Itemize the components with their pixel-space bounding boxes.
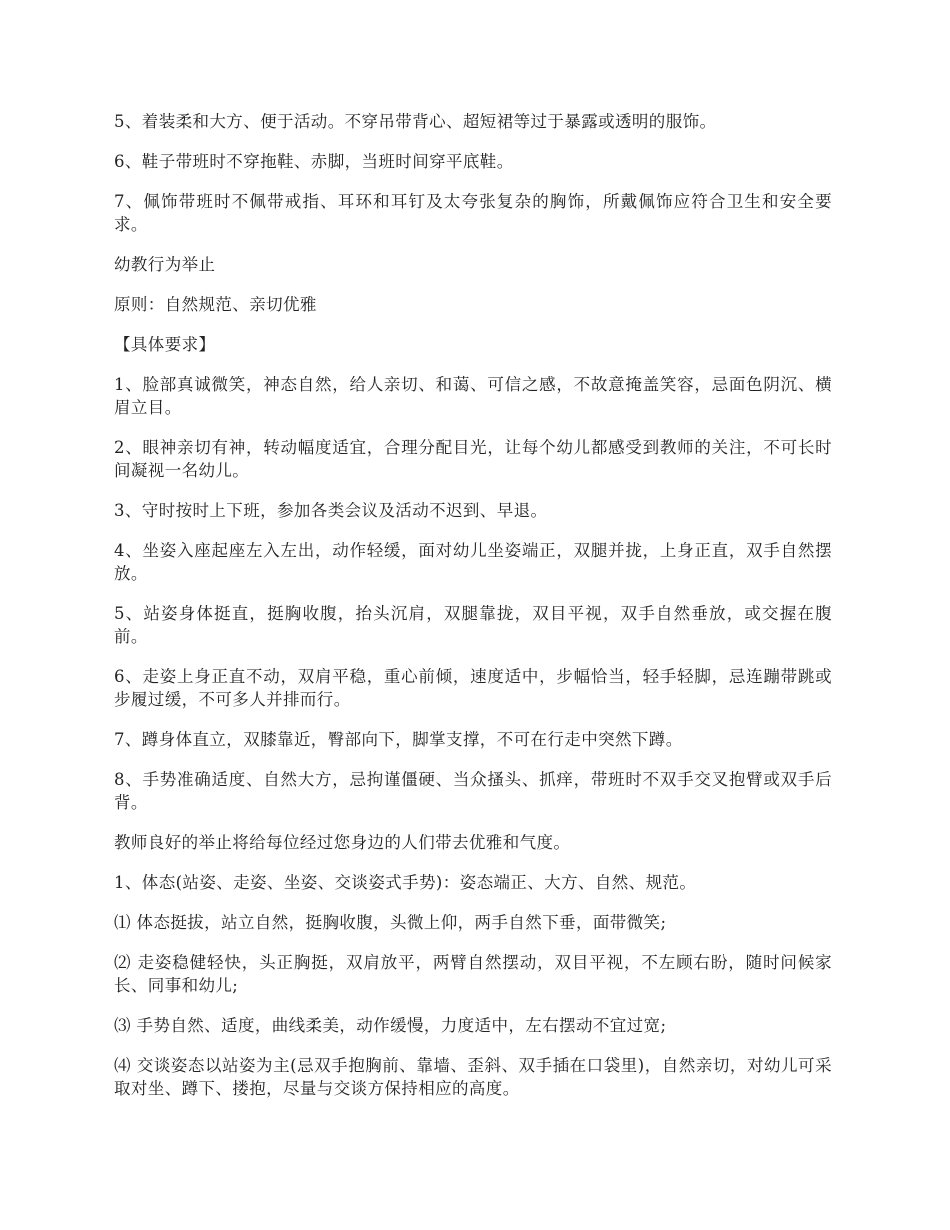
document-body: [114, 110, 832, 1117]
paragraph-standing: 5、站姿身体挺直，挺胸收腹，抬头沉肩，双腿靠拢，双目平视，双手自然垂放，或交握在腹前。: [114, 604, 832, 646]
paragraph-sitting: 4、坐姿入座起座左入左出，动作轻缓，面对幼儿坐姿端正，双腿并拢，上身正直，双手自然摆放。: [114, 541, 832, 583]
list-item-posture-3: ⑶ 手势自然、适度，曲线柔美，动作缓慢，力度适中，左右摆动不宜过宽;: [114, 1016, 667, 1035]
paragraph-face: 1、脸部真诚微笑，神态自然，给人亲切、和蔼、可信之感，不故意掩盖笑容，忌面色阴沉、横眉立目。: [114, 375, 832, 417]
paragraph-accessories: 7、佩饰带班时不佩带戒指、耳环和耳钉及太夸张复杂的胸饰，所戴佩饰应符合卫生和安全要求。: [114, 192, 832, 234]
principle-line: 原则：自然规范、亲切优雅: [114, 295, 317, 314]
paragraph-attire: 5、着装柔和大方、便于活动。不穿吊带背心、超短裙等过于暴露或透明的服饰。: [114, 112, 717, 131]
paragraph-posture: 1、体态(站姿、走姿、坐姿、交谈姿式手势)：姿态端正、大方、自然、规范。: [114, 873, 697, 892]
list-item-posture-4: ⑷ 交谈姿态以站姿为主(忌双手抱胸前、靠墙、歪斜、双手插在口袋里)，自然亲切，对幼儿可采取对坐、蹲下、搂抱，尽量与交谈方保持相应的高度。: [114, 1056, 832, 1098]
section-heading-behavior: 幼教行为举止: [114, 255, 216, 274]
paragraph-walking: 6、走姿上身正直不动，双肩平稳，重心前倾，速度适中，步幅恰当，轻手轻脚，忌连蹦带跳或步履过缓，不可多人并排而行。: [114, 667, 832, 709]
paragraph-squatting: 7、蹲身体直立，双膝靠近，臀部向下，脚掌支撑，不可在行走中突然下蹲。: [114, 730, 683, 749]
paragraph-punctuality: 3、守时按时上下班，参加各类会议及活动不迟到、早退。: [114, 501, 548, 520]
requirements-heading: 【具体要求】: [114, 335, 216, 354]
list-item-posture-2: ⑵ 走姿稳健轻快，头正胸挺，双肩放平，两臂自然摆动，双目平视，不左顾右盼，随时问候家长、同事和幼儿;: [114, 953, 832, 995]
paragraph-gestures: 8、手势准确适度、自然大方，忌拘谨僵硬、当众搔头、抓痒，带班时不双手交叉抱臂或双手后背。: [114, 770, 832, 812]
paragraph-summary: 教师良好的举止将给每位经过您身边的人们带去优雅和气度。: [114, 833, 571, 852]
list-item-posture-1: ⑴ 体态挺拔，站立自然，挺胸收腹，头微上仰，两手自然下垂，面带微笑;: [114, 913, 667, 932]
paragraph-shoes: 6、鞋子带班时不穿拖鞋、赤脚，当班时间穿平底鞋。: [114, 152, 514, 171]
paragraph-eyes: 2、眼神亲切有神，转动幅度适宜，合理分配目光，让每个幼儿都感受到教师的关注，不可长时间凝视一名幼儿。: [114, 438, 832, 480]
